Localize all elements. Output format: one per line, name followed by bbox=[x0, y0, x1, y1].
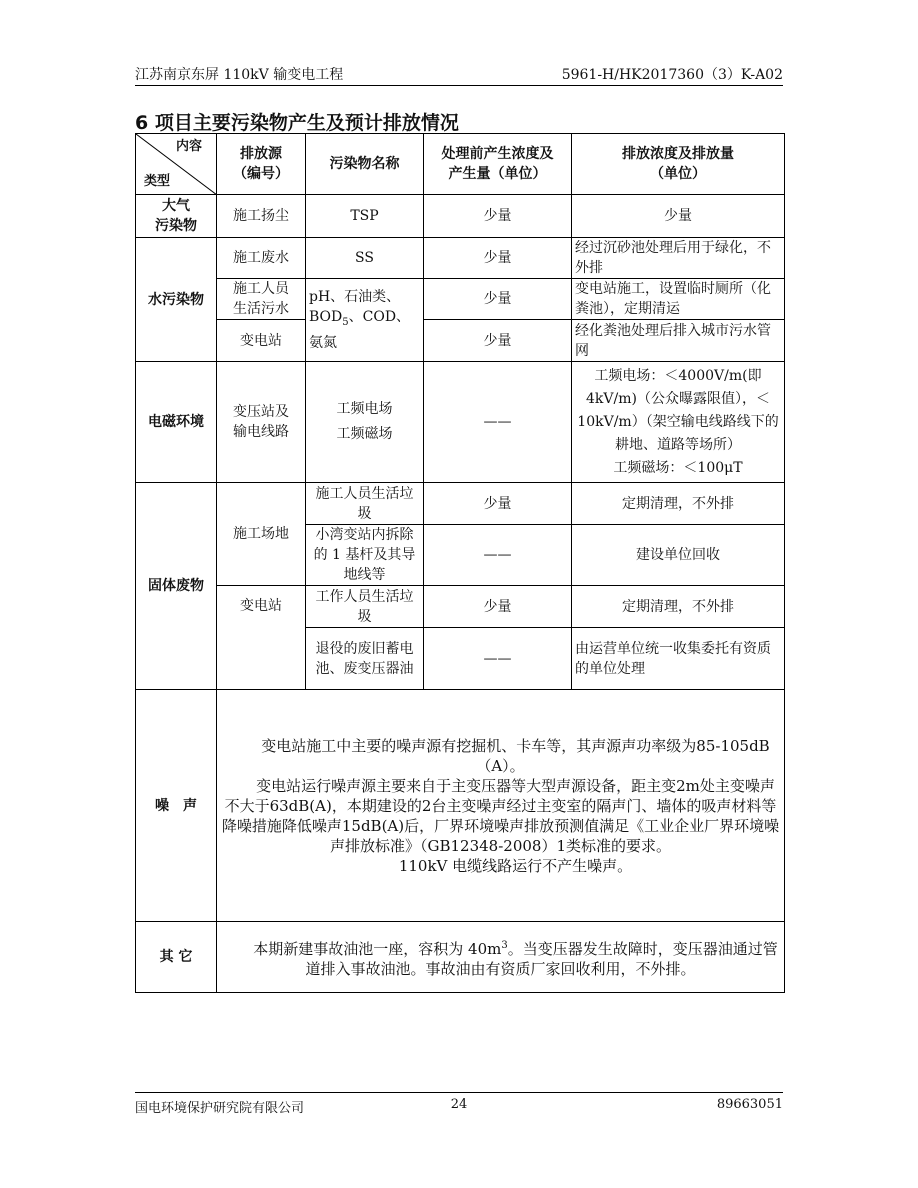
noise-description bbox=[217, 690, 785, 922]
water-pollutant-1: SS bbox=[306, 238, 424, 279]
page-number: 24 bbox=[450, 1097, 468, 1112]
header-rule bbox=[135, 85, 783, 86]
water-pollutant-bod-sub: 5 bbox=[342, 316, 349, 328]
type-other: 其 它 bbox=[136, 922, 217, 993]
air-after: 少量 bbox=[572, 195, 785, 238]
table-row-air bbox=[136, 195, 785, 238]
solid-before-3: 少量 bbox=[424, 586, 572, 628]
type-water: 水污染物 bbox=[136, 238, 217, 362]
table-row-water-1 bbox=[136, 238, 785, 279]
type-em: 电磁环境 bbox=[136, 362, 217, 483]
header-doc-code: 5961-H/HK2017360（3）K-A02 bbox=[561, 67, 783, 83]
water-pollutant-line1: pH、石油类、 bbox=[309, 289, 401, 306]
header-pollutant-name: 污染物名称 bbox=[306, 134, 424, 195]
water-source-1: 施工废水 bbox=[217, 238, 306, 279]
air-before: 少量 bbox=[424, 195, 572, 238]
table-row-noise bbox=[136, 690, 785, 922]
table-row-em bbox=[136, 362, 785, 483]
table-row-other bbox=[136, 922, 785, 993]
solid-before-2: —— bbox=[424, 525, 572, 586]
noise-paragraph-2: 变电站运行噪声源主要来自于主变压器等大型声源设备，距主变2m处主变噪声不大于63dB(A)，本期建设的2台主变噪声经过主变室的隔声门、墙体的吸声材料等降噪措施降低噪声15dB(A)后，厂界环境噪声排放预测值满足《工业企业厂界环境噪声排放标准》（GB12348-2008）1类标准的要求。 bbox=[221, 776, 780, 855]
em-source: 变压站及 输电线路 bbox=[217, 362, 306, 483]
header-before-treatment: 处理前产生浓度及 产生量（单位） bbox=[424, 134, 572, 195]
solid-pollutant-3: 工作人员生活垃圾 bbox=[306, 586, 424, 628]
water-pollutant-shared bbox=[306, 279, 424, 362]
water-before-1: 少量 bbox=[424, 238, 572, 279]
footer-rule bbox=[135, 1092, 783, 1093]
section-title: 6 项目主要污染物产生及预计排放情况 bbox=[135, 112, 459, 134]
footer-code: 89663051 bbox=[716, 1097, 783, 1112]
footer-company: 国电环境保护研究院有限公司 bbox=[135, 1101, 305, 1116]
solid-pollutant-1: 施工人员生活垃圾 bbox=[306, 483, 424, 525]
other-description bbox=[217, 922, 785, 993]
table-header-row bbox=[136, 134, 785, 195]
solid-site-construction: 施工场地 bbox=[217, 483, 306, 586]
page-footer bbox=[135, 1097, 783, 1117]
air-source: 施工扬尘 bbox=[217, 195, 306, 238]
diag-label-type: 类型 bbox=[144, 174, 171, 189]
table-row-water-3 bbox=[136, 320, 785, 362]
solid-before-4: —— bbox=[424, 628, 572, 690]
other-superscript: 3 bbox=[501, 939, 508, 951]
solid-pollutant-2: 小湾变站内拆除的 1 基杆及其导地线等 bbox=[306, 525, 424, 586]
table-row-water-2 bbox=[136, 279, 785, 320]
type-air: 大气 污染物 bbox=[136, 195, 217, 238]
solid-after-1: 定期清理，不外排 bbox=[572, 483, 785, 525]
header-source: 排放源 （编号） bbox=[217, 134, 306, 195]
other-text-2: 。当变压器发生故障时，变压器油通过管道排入事故油池。事故油由有资质厂家回收利用，不外排。 bbox=[305, 939, 778, 978]
water-after-2: 变电站施工，设置临时厕所（化粪池），定期清运 bbox=[572, 279, 785, 320]
em-after: 工频电场：＜4000V/m(即4kV/m)（公众曝露限值），＜10kV/m）（架空输电线路线下的耕地、道路等场所） 工频磁场：＜100μT bbox=[572, 362, 785, 483]
type-noise: 噪 声 bbox=[136, 690, 217, 922]
water-after-1: 经过沉砂池处理后用于绿化，不外排 bbox=[572, 238, 785, 279]
water-after-3: 经化粪池处理后排入城市污水管网 bbox=[572, 320, 785, 362]
header-emission: 排放浓度及排放量 （单位） bbox=[572, 134, 785, 195]
water-source-3: 变电站 bbox=[217, 320, 306, 362]
diagonal-header-cell bbox=[136, 134, 217, 195]
table-row-solid-3 bbox=[136, 586, 785, 628]
type-solid: 固体废物 bbox=[136, 483, 217, 690]
water-before-2: 少量 bbox=[424, 279, 572, 320]
air-pollutant: TSP bbox=[306, 195, 424, 238]
water-before-3: 少量 bbox=[424, 320, 572, 362]
water-source-2: 施工人员 生活污水 bbox=[217, 279, 306, 320]
solid-after-2: 建设单位回收 bbox=[572, 525, 785, 586]
diag-label-content: 内容 bbox=[175, 139, 202, 154]
solid-before-1: 少量 bbox=[424, 483, 572, 525]
em-pollutant: 工频电场 工频磁场 bbox=[306, 362, 424, 483]
noise-paragraph-3: 110kV 电缆线路运行不产生噪声。 bbox=[398, 856, 633, 875]
solid-site-substation: 变电站 bbox=[217, 586, 306, 690]
other-paragraph bbox=[220, 936, 781, 979]
header-project-name: 江苏南京东屏 110kV 输变电工程 bbox=[135, 67, 344, 83]
solid-pollutant-4: 退役的废旧蓄电池、废变压器油 bbox=[306, 628, 424, 690]
solid-after-3: 定期清理，不外排 bbox=[572, 586, 785, 628]
em-before: —— bbox=[424, 362, 572, 483]
water-pollutant-line3: 氨氮 bbox=[309, 334, 337, 351]
solid-after-4: 由运营单位统一收集委托有资质的单位处理 bbox=[572, 628, 785, 690]
page-header bbox=[135, 60, 783, 85]
pollutant-table bbox=[135, 133, 785, 993]
noise-paragraph-1: 变电站施工中主要的噪声源有挖掘机、卡车等，其声源声功率级为85-105dB（A）。 bbox=[261, 736, 770, 775]
water-pollutant-bod: BOD bbox=[309, 309, 343, 326]
water-pollutant-line2: 、COD、 bbox=[348, 309, 411, 326]
other-text-1: 本期新建事故油池一座，容积为 40m bbox=[253, 939, 502, 958]
table-row-solid-1 bbox=[136, 483, 785, 525]
